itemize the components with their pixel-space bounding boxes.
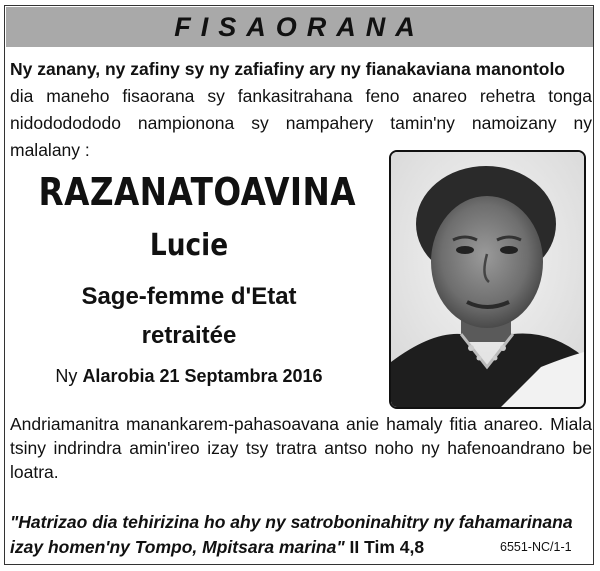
date-line — [14, 366, 364, 387]
thanks-paragraph: Andriamanitra manankarem-pahasoavana anie hamaly fitia anareo. Miala tsiny indrindra amin'ireo izay tsy tratra antso noho ny hafenoandrano be loatra. — [10, 414, 592, 482]
deceased-title-line1: Sage-femme d'Etat — [81, 283, 297, 310]
intro-paragraph — [10, 56, 592, 164]
verse-reference: II Tim 4,8 — [349, 537, 425, 557]
date-prefix: Ny — [55, 366, 78, 386]
intro-rest: dia maneho fisaorana sy fankasitrahana feno anareo rehetra tonga nidododododo nampionona sy nampahery tamin'ny namoizany ny malalany : — [10, 86, 592, 160]
deceased-title-line2: retraitée — [141, 322, 237, 349]
verse-quote: "Hatrizao dia tehirizina ho ahy ny satroboninahitry ny fahamarinana izay homen'ny Tompo, Mpitsara marina" — [10, 512, 573, 557]
header-banner — [6, 7, 593, 47]
ad-code: 6551-NC/1-1 — [500, 540, 572, 554]
date-value: Alarobia 21 Septambra 2016 — [82, 366, 323, 386]
deceased-surname: RAZANATOAVINA — [38, 170, 357, 214]
portrait-photo — [389, 150, 586, 409]
portrait-photo-icon — [391, 152, 584, 407]
deceased-first-name: Lucie — [149, 228, 229, 263]
intro-lead: Ny zanany, ny zafiny sy ny zafiafiny ary ny fianakaviana manontolo — [10, 59, 565, 79]
header-title: FISAORANA — [174, 11, 425, 42]
